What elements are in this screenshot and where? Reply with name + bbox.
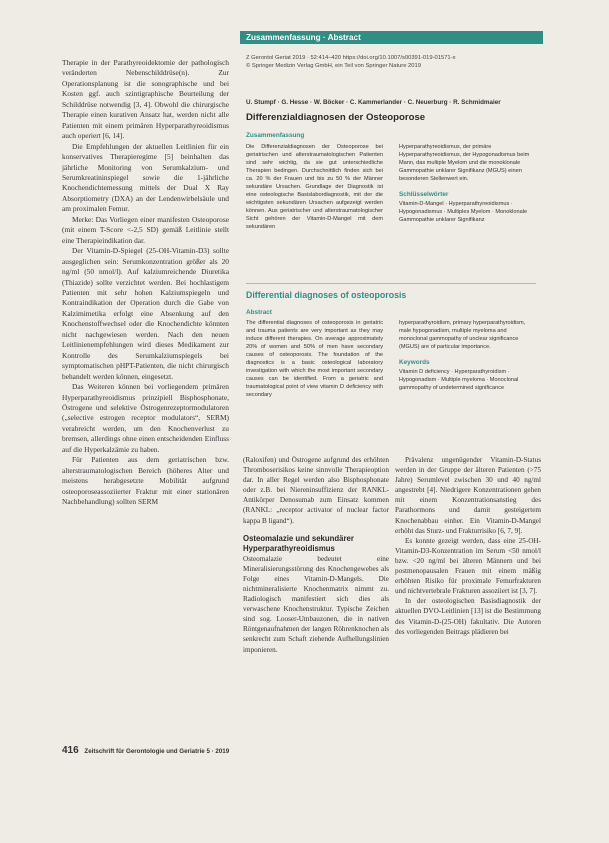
abstract-box xyxy=(246,309,536,444)
abstract-heading: Abstract xyxy=(246,309,272,316)
zusammenfassung-right-text: Hyperparathyreoidismus, der primäre Hyperparathyreoidismus, der Hypogonadismus beim Mann, das multiple Myelom und die monoklonale Gammopathie unklarer Signifikanz (MGUS) einen besonderen Stellenwert ein. xyxy=(399,144,530,182)
keywords-heading-en: Keywords xyxy=(399,359,430,366)
page-number: 416 xyxy=(62,745,79,756)
article-title-english: Differential diagnoses of osteoporosis xyxy=(246,290,407,300)
zusammenfassung-right xyxy=(399,143,536,224)
abstract-right xyxy=(399,319,536,392)
paragraph: Merke: Das Vorliegen einer manifesten Osteoporose (mit einem T-Score <-2,5 SD) gemäß Leitlinie stellt eine Therapieindikation dar. xyxy=(62,214,229,245)
left-text-column xyxy=(62,58,229,507)
section-banner: Zusammenfassung · Abstract xyxy=(240,31,543,44)
middle-text-column xyxy=(243,455,389,655)
section-heading: Osteomalazie und sekundärer Hyperparathyreoidismus xyxy=(243,533,354,553)
paragraph: Prävalenz ungenügender Vitamin-D-Status werden in der Gruppe der älteren Patienten (>75 Jahre) Serumlevel zwischen 30 und 40 ng/ml angestrebt [4]. Niedrigere Konzentrationen gehen mit einem Konzentrationsanstieg des Parathormons und damit gesteigertem Knochenabbau einher. Ein Vitamin-D-Mangel erhöht das Sturz- und Frakturrisiko [6, 7, 9]. xyxy=(395,456,541,535)
keywords-heading-de: Schlüsselwörter xyxy=(399,191,449,198)
paragraph: (Raloxifen) und Östrogene aufgrund des erhöhten Thromboserisikos keine sinnvolle Therapieoption dar. In aller Regel werden also Bisphosphonate oder z.B. bei Niereninsuffizienz der RANKL-Antikörper Denosumab zum Einsatz kommen (RANKL: „receptor activator of nuclear factor kappa B ligand“). xyxy=(243,456,389,525)
paragraph: Der Vitamin-D-Spiegel (25-OH-Vitamin-D3) sollte ausgeglichen sein: Serumkonzentration größer als 20 ng/ml (50 nmol/l). Auf kalziumreichende Diuretika (Thiazide) sollte verzichtet werden. Bei hochlastigem Patienten mit sehr hohen Kalziumspiegeln und Kontraindikation der Operation durch die Gabe von Kalzimimetika erfolgt eine Absenkung auf den Knochenstoffwechsel oder die Knochendichte könnten nicht nachgewiesen werden. Nach den neuen Leitlinienempfehlungen wird dieses Medikament zur Kontrolle des Serumkalziumspiegels bei symptomatischen pHPT-Patienten, die nicht chirurgisch behandelt werden können, eingesetzt. xyxy=(62,246,229,381)
paragraph: Für Patienten aus dem geriatrischen bzw. alterstraumatologischen Bereich (höheres Alter und meistens herabgesetzte Mobilität aufgrund osteoporoseassoziierter Fraktur mit einer stationären Nachbehandlung) sollten SERM xyxy=(62,455,229,507)
article-title-german: Differenzialdiagnosen der Osteoporose xyxy=(246,112,426,123)
keywords-de: Vitamin-D-Mangel · Hyperparathyreoidismus · Hypogonadismus · Multiples Myelom · Monoklonale Gammopathie unklarer Signifikanz xyxy=(399,201,528,223)
copyright-line: © Springer Medizin Verlag GmbH, ein Teil von Springer Nature 2019 xyxy=(246,63,421,69)
keywords-en: Vitamin D deficiency · Hyperparathyroidism · Hypogonadism · Multiple myeloma · Monoclonal gammopathy of undetermined significance xyxy=(399,369,519,391)
paragraph: Osteomalazie bedeutet eine Mineralisierungsstörung des Knochengewebes als Folge eines Vitamin-D-Mangels. Die nichtmineralisierte Knochenmatrix nimmt zu. Radiologisch manifestiert sich dies als verwaschene Knochenstruktur. Typische Zeichen sind sog. Looser-Umbauzonen, die in nativen Röntgenaufnahmen der langen Röhrenknochen als senkrecht zum Schaft ziehende Aufhellungslinien imponieren. xyxy=(243,554,389,654)
abstract-left-text: The differential diagnoses of osteoporosis in geriatric and trauma patients are very important as they may induce different therapies. On average approximately 20% of women and 50% of men have secondary causes of osteoporosis. The foundation of the diagnostics is a basic osteological laboratory investigation with which the most important secondary causes can be identified. From a geriatric and traumatological point of view vitamin D deficiency with secondary xyxy=(246,320,383,398)
citation-block xyxy=(246,54,536,70)
zusammenfassung-box xyxy=(246,132,536,282)
paragraph: Die Empfehlungen der aktuellen Leitlinien für ein konservatives Therapieregime [5] beinhalten das jährliche Monitoring von Serumkalzium- und Serumkreatininspiegel sowie die 1-jährliche Knochendichtemessung mittels der Dual X Ray Absorptiometry (DXA) an der Lendenwirbelsäule und am proximalen Femur. xyxy=(62,141,229,214)
zusammenfassung-heading: Zusammenfassung xyxy=(246,132,305,139)
zusammenfassung-left-text: Die Differenzialdiagnosen der Osteoporose bei geriatrischen und alterstraumatologischen Patienten sind sehr wichtig, da sie gut unterschiedliche Therapien bedingen. Durchschnittlich finden sich bei ca. 20 % der Frauen und bis zu 50 % der Männer sekundäre Ursachen. Grundlage der Diagnostik ist eine osteologische Basislabordiagnostik, mit der die wichtigsten sekundären Ursachen aufgezeigt werden können. Aus geriatrischer und alterstraumatologischer Sicht gehören der Vitamin-D-Mangel mit dem sekundären xyxy=(246,144,383,230)
citation-line: Z Gerontol Geriat 2019 · 52:414–420 https://doi.org/10.1007/s00391-019-01571-x xyxy=(246,55,456,61)
paragraph: Das Weiteren können bei vorliegendem primären Hyperparathyreoidismus prinzipiell Bisphosphonate, Östrogene und selektive Östrogenrezeptormodulatoren („selective estrogen receptor modulators“, SERM) verabreicht werden, um den Knochenverlust zu bremsen, allerdings ohne einen entscheidenden Einfluss auf die Hyperkalzämie zu haben. xyxy=(62,382,229,454)
divider xyxy=(246,283,536,284)
paragraph: In der osteologischen Basisdiagnostik der aktuellen DVO-Leitlinien [13] ist die Bestimmung des Vitamin-D-(25-OH) fakultativ. Die Autoren des vorliegenden Beitrags plädieren bei xyxy=(395,597,541,636)
paragraph: Es konnte gezeigt werden, dass eine 25-OH-Vitamin-D3-Konzentration im Serum <50 nmol/l bzw. <20 ng/ml bei älteren Männern und bei postmenopausalen Frauen mit einem mäßig erhöhten Risiko für proximale Femurfrakturen und nichtvertebrale Frakturen assoziiert ist [3, 7]. xyxy=(395,536,541,596)
right-text-column xyxy=(395,455,541,637)
abstract-right-text: hyperparathyroidism, primary hyperparathyroidism, male hypogonadism, multiple myeloma and monoclonal gammopathy of unclear significance (MGUS) are of particular importance. xyxy=(399,320,526,350)
page-footer xyxy=(62,745,229,756)
author-list: U. Stumpf · G. Hesse · W. Böcker · C. Kammerlander · C. Neuerburg · R. Schmidmaier xyxy=(246,99,501,106)
paragraph: Therapie in der Parathyreoidektomie der pathologisch veränderten Nebenschilddrüse(n). Zur Operationsplanung ist die sonographische und bei Kosten ggf. auch szintigraphische Beurteilung der Schilddrüse notwendig [3, 4]. Obwohl die chirurgische Therapie einen kurativen Ansatz hat, werden nicht alle Patienten mit einem primären Hyperparathyreoidismus auch operiert [6, 14]. xyxy=(62,58,229,141)
journal-name: Zeitschrift für Gerontologie und Geriatrie 5 · 2019 xyxy=(84,748,230,755)
